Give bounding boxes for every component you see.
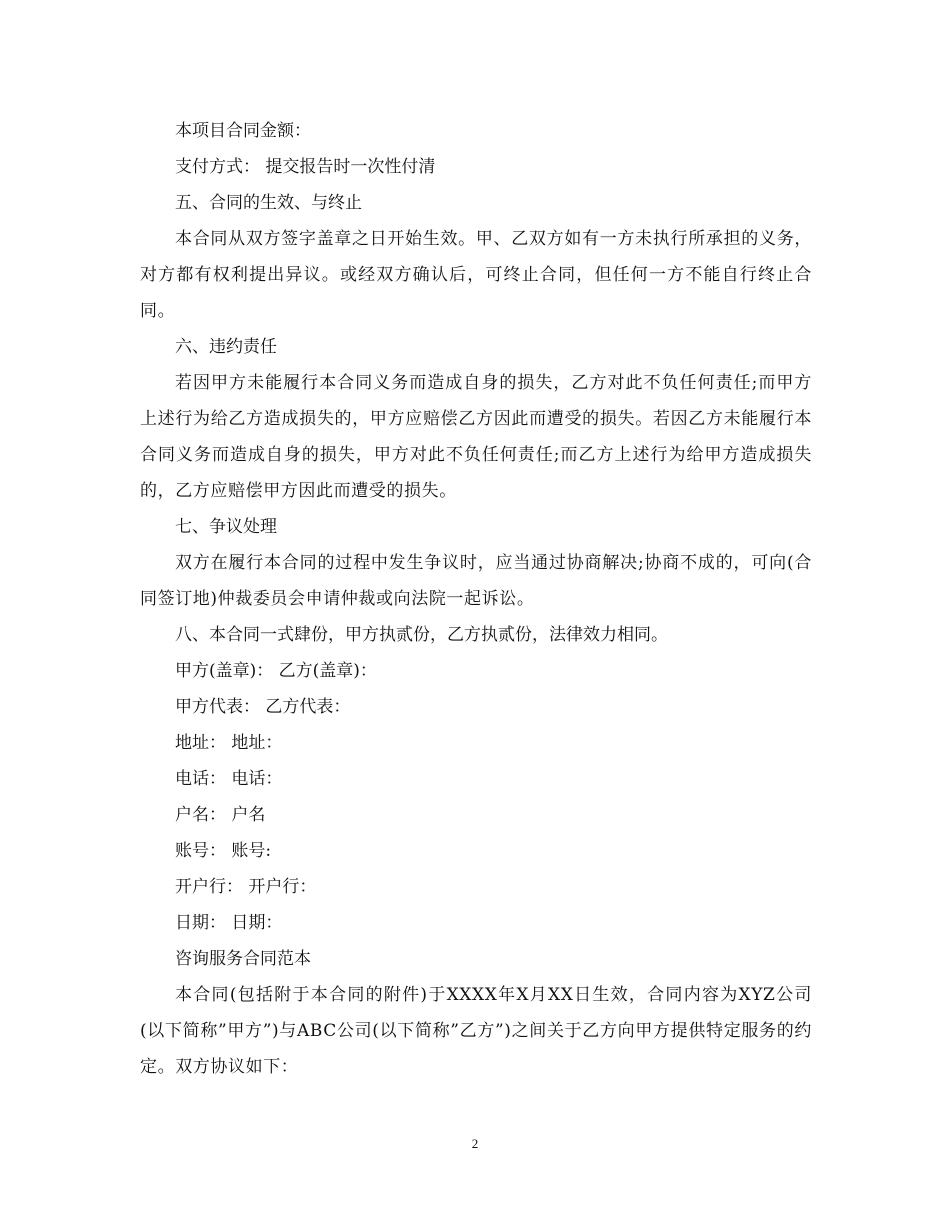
document-body xyxy=(140,113,812,1085)
payment-method-line: 支付方式： 提交报告时一次性付清 xyxy=(175,157,436,177)
paragraph-liability: 若因甲方未能履行本合同义务而造成自身的损失，乙方对此不负任何责任;而甲方上述行为给乙方造成损失的，甲方应赔偿乙方因此而遭受的损失。若因乙方未能履行本合同义务而造成自身的损失，甲方对此不负任何责任;而乙方上述行为给甲方造成损失的，乙方应赔偿甲方因此而遭受的损失。 xyxy=(140,373,812,501)
page-number: 2 xyxy=(471,1136,479,1151)
section-heading-effect: 五、合同的生效、与终止 xyxy=(175,193,362,213)
signature-field-seal: 甲方(盖章)： 乙方(盖章)： xyxy=(175,661,377,681)
signature-field-bank: 开户行： 开户行： xyxy=(175,877,317,897)
section-heading-liability: 六、违约责任 xyxy=(175,337,277,357)
copies-clause: 八、本合同一式肆份，甲方执贰份，乙方执贰份，法律效力相同。 xyxy=(175,625,668,645)
signature-field-account-number: 账号： 账号: xyxy=(175,841,272,861)
template-heading: 咨询服务合同范本 xyxy=(175,949,311,969)
signature-field-date: 日期： 日期： xyxy=(175,913,283,933)
signature-field-account-name: 户名： 户名 xyxy=(175,805,266,825)
paragraph-dispute: 双方在履行本合同的过程中发生争议时，应当通过协商解决;协商不成的，可向(合同签订地)仲裁委员会申请仲裁或向法院一起诉讼。 xyxy=(140,553,812,609)
section-heading-dispute: 七、争议处理 xyxy=(175,517,277,537)
paragraph-intro: 本合同(包括附于本合同的附件)于XXXX年X月XX日生效，合同内容为XYZ公司(以下简称”甲方”)与ABC公司(以下简称”乙方”)之间关于乙方向甲方提供特定服务的约定。双方协议如下： xyxy=(140,985,812,1077)
signature-field-representative: 甲方代表： 乙方代表： xyxy=(175,697,351,717)
signature-field-phone: 电话： 电话： xyxy=(175,769,283,789)
paragraph-effect: 本合同从双方签字盖章之日开始生效。甲、乙双方如有一方未执行所承担的义务，对方都有权利提出异议。或经双方确认后，可终止合同，但任何一方不能自行终止合同。 xyxy=(140,229,812,321)
signature-field-address: 地址： 地址： xyxy=(175,733,283,753)
contract-amount-line: 本项目合同金额： xyxy=(175,121,311,141)
